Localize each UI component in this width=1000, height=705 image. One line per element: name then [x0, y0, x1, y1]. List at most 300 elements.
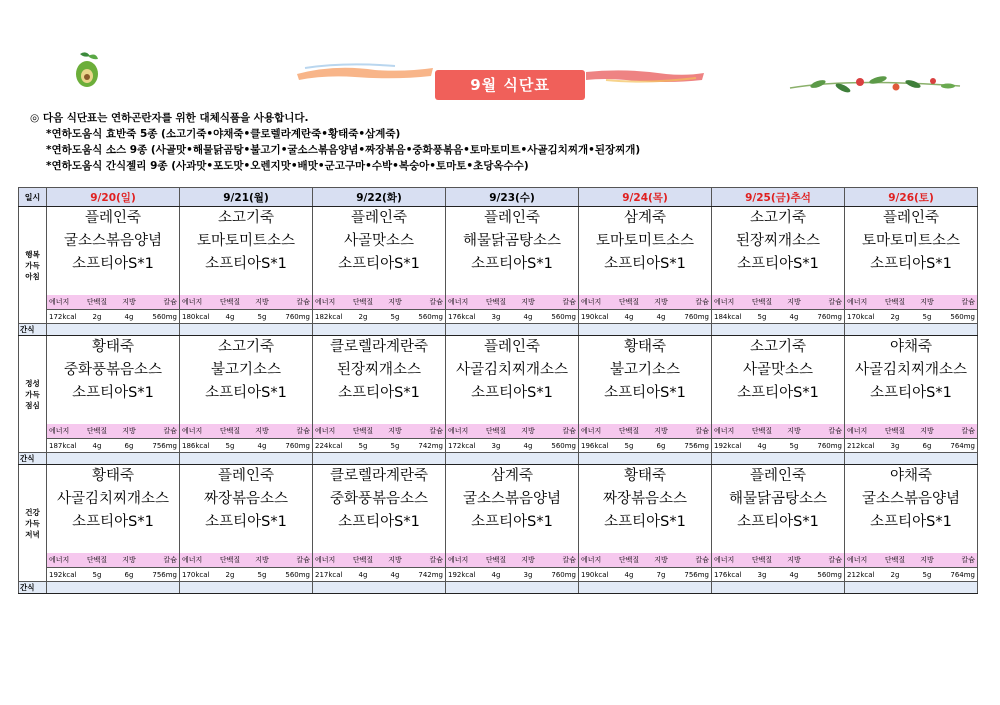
meal-menu-row — [19, 207, 978, 296]
nutrient-label: 단백질 — [352, 298, 374, 306]
menu-item: 사골김치찌개소스 — [455, 362, 569, 378]
menu-cell — [47, 336, 180, 425]
nutrient-label: 단백질 — [884, 556, 906, 564]
snack-cell — [712, 453, 845, 465]
nutrient-label: 칼슘 — [562, 556, 576, 564]
snack-label: 간식 — [19, 324, 47, 336]
nutrient-value-cell — [845, 439, 978, 453]
meal-menu-row — [19, 465, 978, 554]
nutrient-label: 에너지 — [581, 556, 602, 564]
menu-cell — [712, 336, 845, 425]
page-title: 9월 식단표 — [435, 70, 585, 100]
snack-cell — [845, 324, 978, 336]
nutrient-value-cell — [47, 568, 180, 582]
nutrient-value: 4g — [225, 312, 235, 321]
notice-block — [30, 110, 640, 174]
nutrient-value: 3g — [523, 570, 533, 579]
menu-item: 플레인죽 — [350, 210, 408, 226]
menu-item: 소고기죽 — [749, 339, 807, 355]
nutrient-value-cell — [180, 439, 313, 453]
menu-item: 소프티아S*1 — [737, 256, 819, 272]
menu-item: 굴소스볶음양념 — [861, 491, 961, 507]
menu-item: 소프티아S*1 — [870, 514, 952, 530]
snack-cell — [579, 324, 712, 336]
menu-item: 플레인죽 — [882, 210, 940, 226]
nutrient-value: 6g — [124, 441, 134, 450]
menu-item: 사골김치찌개소스 — [56, 491, 170, 507]
menu-item: 소프티아S*1 — [604, 514, 686, 530]
day-header: 9/20(일) — [47, 188, 180, 207]
nutrient-label-row — [19, 553, 978, 568]
nutrient-value: 184kcal — [714, 312, 742, 321]
nutrient-value: 5g — [225, 441, 235, 450]
nutrient-label: 칼슘 — [562, 298, 576, 306]
meal-label-line: 가득 — [25, 260, 40, 270]
nutrient-label: 단백질 — [751, 298, 773, 306]
nutrient-label: 에너지 — [581, 427, 602, 435]
nutrient-label: 에너지 — [49, 298, 70, 306]
menu-item: 소프티아S*1 — [338, 514, 420, 530]
nutrient-value: 224kcal — [315, 441, 343, 450]
nutrient-value-cell — [47, 310, 180, 324]
nutrient-label: 단백질 — [352, 556, 374, 564]
nutrient-value: 212kcal — [847, 441, 875, 450]
snack-cell — [313, 453, 446, 465]
nutrient-value: 187kcal — [49, 441, 77, 450]
nutrient-value: 2g — [92, 312, 102, 321]
menu-item: 소프티아S*1 — [205, 385, 287, 401]
nutrient-label-cell — [845, 424, 978, 439]
nutrient-value: 756mg — [152, 570, 177, 579]
nutrient-label: 단백질 — [485, 427, 507, 435]
nutrient-label: 칼슘 — [828, 427, 842, 435]
nutrient-value: 560mg — [950, 312, 975, 321]
nutrient-value: 4g — [789, 312, 799, 321]
nutrient-label: 에너지 — [847, 298, 868, 306]
nutrient-value: 2g — [890, 312, 900, 321]
nutrient-label: 단백질 — [884, 427, 906, 435]
menu-item: 토마토미트소스 — [861, 233, 961, 249]
nutrient-value: 5g — [757, 312, 767, 321]
snack-cell — [579, 453, 712, 465]
nutrient-label: 에너지 — [315, 298, 336, 306]
nutrient-value: 4g — [92, 441, 102, 450]
meal-label-line: 가득 — [25, 389, 40, 399]
notice-line: *연하도움식 효반죽 5종 (소고기죽•야채죽•클로렐라계란죽•황태죽•삼계죽) — [46, 128, 401, 140]
menu-item: 플레인죽 — [749, 468, 807, 484]
header-label: 일시 — [19, 188, 47, 207]
nutrient-label-cell — [47, 553, 180, 568]
nutrient-label: 칼슘 — [296, 556, 310, 564]
menu-cell — [579, 207, 712, 296]
nutrient-value: 4g — [624, 312, 634, 321]
nutrient-label: 단백질 — [485, 298, 507, 306]
nutrient-value: 764mg — [950, 570, 975, 579]
notice-main: ◎ 다음 식단표는 연하곤란자를 위한 대체식품을 사용합니다. — [30, 112, 309, 124]
nutrient-label: 칼슘 — [429, 298, 443, 306]
menu-item: 불고기소스 — [210, 362, 282, 378]
nutrient-value: 4g — [656, 312, 666, 321]
menu-item: 사골맛소스 — [343, 233, 415, 249]
nutrient-value: 760mg — [551, 570, 576, 579]
day-header: 9/23(수) — [446, 188, 579, 207]
nutrient-label: 에너지 — [581, 298, 602, 306]
menu-cell — [446, 465, 579, 554]
nutrient-label-cell — [712, 295, 845, 310]
nutrient-value: 760mg — [817, 441, 842, 450]
menu-item: 토마토미트소스 — [196, 233, 296, 249]
snack-cell — [712, 582, 845, 594]
menu-cell — [180, 207, 313, 296]
menu-cell — [579, 465, 712, 554]
nutrient-label: 에너지 — [714, 556, 735, 564]
snack-cell — [446, 453, 579, 465]
nutrient-value: 756mg — [684, 570, 709, 579]
nutrient-value: 760mg — [285, 441, 310, 450]
snack-cell — [180, 453, 313, 465]
nutrient-label: 칼슘 — [828, 298, 842, 306]
nutrient-label: 칼슘 — [429, 427, 443, 435]
menu-cell — [47, 465, 180, 554]
snack-label: 간식 — [19, 582, 47, 594]
nutrient-label: 지방 — [521, 298, 535, 306]
menu-cell — [712, 207, 845, 296]
nutrient-value: 3g — [491, 312, 501, 321]
nutrient-value: 760mg — [817, 312, 842, 321]
menu-cell — [446, 207, 579, 296]
nutrient-label: 에너지 — [315, 556, 336, 564]
nutrient-label: 단백질 — [884, 298, 906, 306]
meal-label-line: 저녁 — [25, 529, 40, 539]
nutrient-label: 에너지 — [847, 427, 868, 435]
menu-cell — [446, 336, 579, 425]
nutrient-value-cell — [579, 439, 712, 453]
nutrient-label: 칼슘 — [163, 298, 177, 306]
nutrient-value: 560mg — [152, 312, 177, 321]
nutrient-label: 단백질 — [352, 427, 374, 435]
nutrient-label-cell — [845, 295, 978, 310]
nutrient-value: 182kcal — [315, 312, 343, 321]
menu-table — [18, 187, 978, 594]
menu-item: 된장찌개소스 — [336, 362, 422, 378]
day-header: 9/22(화) — [313, 188, 446, 207]
nutrient-label: 지방 — [787, 298, 801, 306]
snack-cell — [712, 324, 845, 336]
nutrient-label-cell — [712, 553, 845, 568]
meal-label — [19, 207, 47, 324]
nutrient-label: 에너지 — [49, 556, 70, 564]
snack-cell — [180, 582, 313, 594]
nutrient-label: 단백질 — [219, 427, 241, 435]
meal-label-line: 정성 — [25, 378, 40, 388]
nutrient-label-cell — [180, 424, 313, 439]
menu-item: 소고기죽 — [217, 210, 275, 226]
nutrient-value: 756mg — [684, 441, 709, 450]
menu-item: 소프티아S*1 — [737, 514, 819, 530]
nutrient-value: 4g — [257, 441, 267, 450]
nutrient-value: 5g — [624, 441, 634, 450]
menu-item: 야채죽 — [889, 468, 933, 484]
meal-label — [19, 465, 47, 582]
nutrient-label-row — [19, 295, 978, 310]
nutrient-value: 4g — [124, 312, 134, 321]
nutrient-value: 4g — [523, 312, 533, 321]
nutrient-label: 단백질 — [219, 556, 241, 564]
day-header: 9/26(토) — [845, 188, 978, 207]
menu-item: 된장찌개소스 — [735, 233, 821, 249]
nutrient-label: 에너지 — [182, 427, 203, 435]
menu-item: 해물닭곰탕소스 — [728, 491, 828, 507]
nutrient-label: 지방 — [255, 556, 269, 564]
menu-item: 소프티아S*1 — [72, 256, 154, 272]
snack-label: 간식 — [19, 453, 47, 465]
nutrient-label-cell — [712, 424, 845, 439]
nutrient-value: 3g — [491, 441, 501, 450]
nutrient-value: 5g — [257, 570, 267, 579]
nutrient-value-cell — [845, 310, 978, 324]
nutrient-label: 지방 — [654, 298, 668, 306]
nutrient-label: 단백질 — [86, 427, 108, 435]
nutrient-label: 단백질 — [618, 556, 640, 564]
nutrient-value-cell — [180, 310, 313, 324]
menu-item: 클로렐라계란죽 — [329, 468, 429, 484]
snack-row — [19, 582, 978, 594]
nutrient-value: 764mg — [950, 441, 975, 450]
menu-item: 해물닭곰탕소스 — [462, 233, 562, 249]
snack-cell — [313, 582, 446, 594]
nutrient-value-cell — [845, 568, 978, 582]
nutrient-value-cell — [313, 310, 446, 324]
snack-row — [19, 324, 978, 336]
menu-item: 중화풍볶음소스 — [63, 362, 163, 378]
nutrient-value: 192kcal — [714, 441, 742, 450]
meal-label — [19, 336, 47, 453]
nutrient-value-cell — [712, 439, 845, 453]
vegetable-decoration-icon — [70, 50, 104, 90]
menu-item: 소고기죽 — [217, 339, 275, 355]
menu-cell — [313, 207, 446, 296]
header-row — [19, 188, 978, 207]
menu-item: 소프티아S*1 — [205, 514, 287, 530]
nutrient-value: 212kcal — [847, 570, 875, 579]
nutrient-value: 560mg — [285, 570, 310, 579]
nutrient-value: 560mg — [551, 441, 576, 450]
nutrient-label: 칼슘 — [961, 298, 975, 306]
nutrient-value-cell — [313, 439, 446, 453]
nutrient-value-cell — [712, 310, 845, 324]
nutrient-value: 5g — [390, 312, 400, 321]
snack-cell — [47, 453, 180, 465]
menu-item: 황태죽 — [623, 339, 667, 355]
nutrient-label: 지방 — [654, 427, 668, 435]
nutrient-value: 5g — [789, 441, 799, 450]
menu-item: 소프티아S*1 — [205, 256, 287, 272]
menu-item: 짜장볶음소스 — [602, 491, 688, 507]
menu-item: 사골맛소스 — [742, 362, 814, 378]
menu-item: 플레인죽 — [84, 210, 142, 226]
menu-item: 소프티아S*1 — [72, 514, 154, 530]
nutrient-label: 에너지 — [448, 556, 469, 564]
nutrient-value: 5g — [390, 441, 400, 450]
nutrient-value: 2g — [890, 570, 900, 579]
menu-item: 소고기죽 — [749, 210, 807, 226]
nutrient-value: 7g — [656, 570, 666, 579]
nutrient-value-cell — [446, 439, 579, 453]
nutrient-value: 192kcal — [49, 570, 77, 579]
menu-item: 플레인죽 — [483, 210, 541, 226]
menu-cell — [579, 336, 712, 425]
nutrient-value: 760mg — [285, 312, 310, 321]
nutrient-value: 6g — [922, 441, 932, 450]
nutrient-label: 지방 — [920, 556, 934, 564]
nutrient-label: 칼슘 — [961, 556, 975, 564]
menu-item: 소프티아S*1 — [604, 256, 686, 272]
snack-cell — [446, 582, 579, 594]
nutrient-label: 에너지 — [847, 556, 868, 564]
nutrient-label-row — [19, 424, 978, 439]
meal-label-line: 가득 — [25, 518, 40, 528]
menu-item: 굴소스볶음양념 — [462, 491, 562, 507]
nutrient-label: 칼슘 — [163, 556, 177, 564]
nutrient-label: 칼슘 — [828, 556, 842, 564]
nutrient-label: 칼슘 — [695, 427, 709, 435]
nutrient-label-cell — [313, 295, 446, 310]
nutrient-value: 5g — [922, 312, 932, 321]
menu-item: 사골김치찌개소스 — [854, 362, 968, 378]
menu-item: 소프티아S*1 — [604, 385, 686, 401]
nutrient-value: 3g — [757, 570, 767, 579]
nutrient-label: 단백질 — [618, 298, 640, 306]
herb-garnish-icon — [788, 70, 963, 98]
menu-item: 클로렐라계란죽 — [329, 339, 429, 355]
nutrient-label: 칼슘 — [961, 427, 975, 435]
notice-line: *연하도움식 소스 9종 (사골맛•해물닭곰탕•불고기•굴소스볶음양념•짜장볶음•중화풍볶음•토마토미트•사골김치찌개•된장찌개) — [46, 144, 641, 156]
menu-item: 소프티아S*1 — [737, 385, 819, 401]
nutrient-label: 에너지 — [315, 427, 336, 435]
nutrient-label: 칼슘 — [163, 427, 177, 435]
nutrient-label: 지방 — [388, 427, 402, 435]
menu-item: 중화풍볶음소스 — [329, 491, 429, 507]
nutrient-value: 4g — [757, 441, 767, 450]
nutrient-value: 760mg — [684, 312, 709, 321]
menu-cell — [845, 465, 978, 554]
nutrient-label: 지방 — [388, 556, 402, 564]
nutrient-value: 2g — [358, 312, 368, 321]
menu-cell — [313, 336, 446, 425]
nutrient-label: 에너지 — [49, 427, 70, 435]
nutrient-label: 에너지 — [714, 427, 735, 435]
menu-item: 황태죽 — [91, 468, 135, 484]
nutrient-value: 6g — [656, 441, 666, 450]
nutrient-value: 742mg — [418, 570, 443, 579]
menu-cell — [47, 207, 180, 296]
nutrient-label: 지방 — [920, 298, 934, 306]
paint-brush-stroke-icon — [586, 64, 706, 86]
day-header: 9/21(월) — [180, 188, 313, 207]
nutrient-value-cell — [579, 310, 712, 324]
nutrient-value: 5g — [92, 570, 102, 579]
menu-item: 소프티아S*1 — [471, 385, 553, 401]
nutrient-label-cell — [313, 424, 446, 439]
nutrient-value: 4g — [491, 570, 501, 579]
menu-item: 소프티아S*1 — [338, 256, 420, 272]
nutrient-value-row — [19, 439, 978, 453]
nutrient-label: 칼슘 — [429, 556, 443, 564]
notice-line: *연하도움식 간식젤리 9종 (사과맛•포도맛•오렌지맛•배맛•군고구마•수박•복숭아•토마토•초당옥수수) — [46, 160, 529, 172]
snack-cell — [180, 324, 313, 336]
nutrient-label: 단백질 — [751, 556, 773, 564]
menu-item: 황태죽 — [91, 339, 135, 355]
nutrient-label-cell — [180, 553, 313, 568]
nutrient-value: 186kcal — [182, 441, 210, 450]
nutrient-value: 3g — [890, 441, 900, 450]
nutrient-label-cell — [446, 424, 579, 439]
menu-item: 굴소스볶음양념 — [63, 233, 163, 249]
menu-item: 플레인죽 — [217, 468, 275, 484]
nutrient-value: 4g — [789, 570, 799, 579]
nutrient-label: 지방 — [122, 556, 136, 564]
nutrient-label: 칼슘 — [562, 427, 576, 435]
nutrient-label: 단백질 — [219, 298, 241, 306]
nutrient-value: 190kcal — [581, 312, 609, 321]
nutrient-value: 4g — [624, 570, 634, 579]
nutrient-value-cell — [180, 568, 313, 582]
nutrient-value: 190kcal — [581, 570, 609, 579]
menu-item: 소프티아S*1 — [870, 256, 952, 272]
nutrient-label: 단백질 — [86, 298, 108, 306]
snack-cell — [47, 324, 180, 336]
meal-menu-row — [19, 336, 978, 425]
nutrient-value-cell — [313, 568, 446, 582]
day-header: 9/24(목) — [579, 188, 712, 207]
nutrient-label: 지방 — [388, 298, 402, 306]
nutrient-label-cell — [579, 424, 712, 439]
nutrient-value: 742mg — [418, 441, 443, 450]
snack-cell — [845, 582, 978, 594]
nutrient-label-cell — [845, 553, 978, 568]
snack-cell — [313, 324, 446, 336]
nutrient-value: 192kcal — [448, 570, 476, 579]
nutrient-label: 지방 — [122, 427, 136, 435]
nutrient-label: 단백질 — [485, 556, 507, 564]
nutrient-value: 170kcal — [847, 312, 875, 321]
nutrient-label: 에너지 — [448, 298, 469, 306]
menu-cell — [712, 465, 845, 554]
nutrient-value: 4g — [358, 570, 368, 579]
nutrient-value: 170kcal — [182, 570, 210, 579]
menu-item: 소프티아S*1 — [72, 385, 154, 401]
nutrient-label: 칼슘 — [695, 298, 709, 306]
nutrient-label: 에너지 — [448, 427, 469, 435]
meal-label-line: 점심 — [25, 400, 40, 410]
nutrient-value: 217kcal — [315, 570, 343, 579]
menu-item: 황태죽 — [623, 468, 667, 484]
nutrient-value: 176kcal — [714, 570, 742, 579]
menu-item: 플레인죽 — [483, 339, 541, 355]
nutrient-value: 756mg — [152, 441, 177, 450]
menu-item: 삼계죽 — [623, 210, 667, 226]
nutrient-value: 5g — [922, 570, 932, 579]
nutrient-label-cell — [47, 295, 180, 310]
nutrient-label-cell — [579, 295, 712, 310]
nutrient-value-cell — [446, 310, 579, 324]
nutrient-value: 172kcal — [49, 312, 77, 321]
snack-cell — [47, 582, 180, 594]
nutrient-value: 560mg — [817, 570, 842, 579]
menu-item: 소프티아S*1 — [870, 385, 952, 401]
nutrient-label-cell — [579, 553, 712, 568]
nutrient-label: 지방 — [787, 427, 801, 435]
